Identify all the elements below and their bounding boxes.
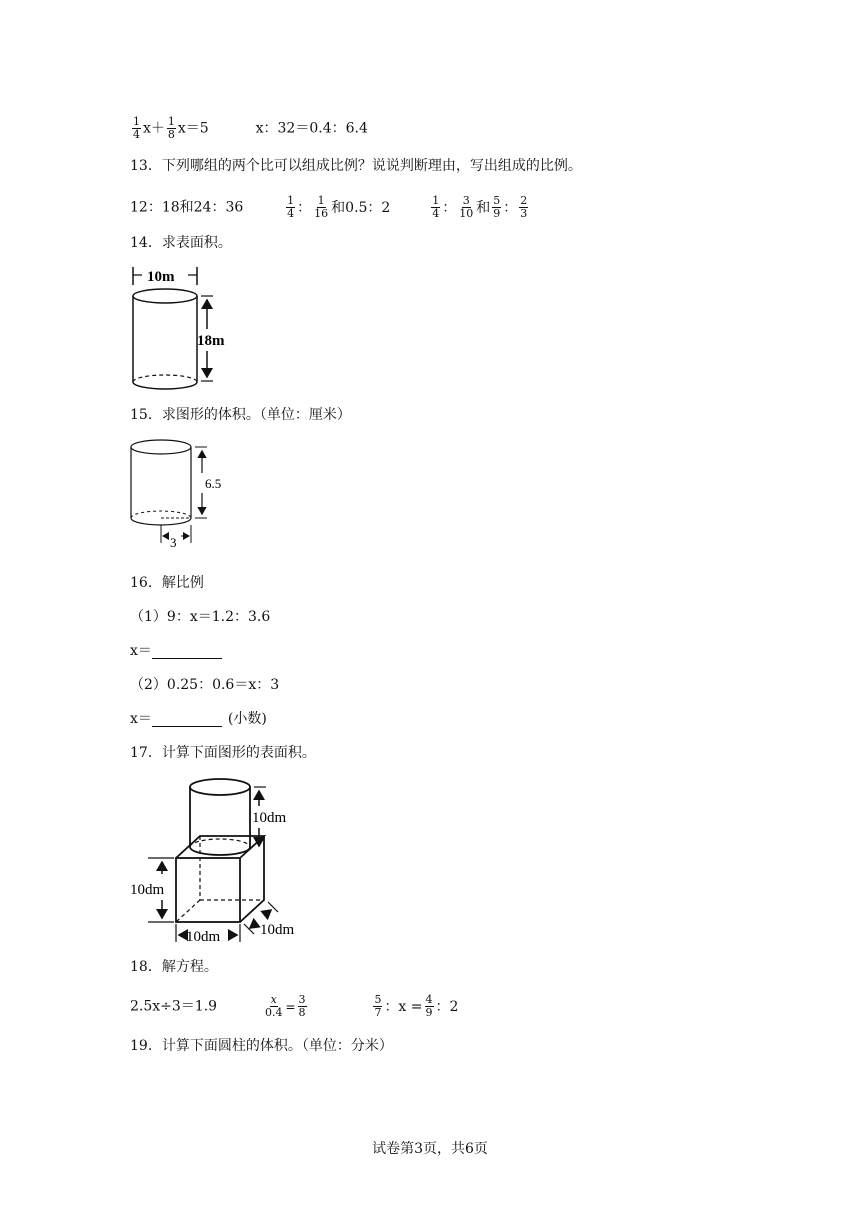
fraction: $\frac{1}{4}$: [133, 115, 140, 141]
q18-equations: [130, 994, 458, 1019]
cube-height-label: 10dm: [130, 882, 165, 898]
cylinder-figure-q15: [125, 435, 235, 550]
fraction: $\frac{1}{8}$: [167, 115, 175, 141]
q17-prompt: 17．计算下面图形的表面积。: [130, 745, 316, 761]
answer-blank[interactable]: [152, 712, 222, 727]
q16-part1: （1）9：x＝1.2：3.6: [130, 609, 271, 625]
q18-eq3: $\frac{5}{7}$ ：x = $\frac{4}{9}$ ：2: [374, 993, 459, 1019]
cube-width-label: 10dm: [186, 929, 221, 945]
q18-prompt: 18．解方程。: [130, 959, 218, 975]
q18-eq1: 2.5x÷3＝1.9: [130, 998, 218, 1015]
eq-text: x＋: [143, 120, 165, 137]
q16-answer1: x＝: [130, 641, 228, 661]
q13-prompt: 13．下列哪组的两个比可以组成比例？说说判断理由，写出组成的比例。: [130, 158, 582, 174]
height-label: 6.5: [205, 476, 222, 491]
q16-prompt: 16．解比例: [130, 575, 204, 591]
cylinder-figure-q14: [125, 265, 235, 395]
eq12-right: x：32＝0.4：6.4: [255, 120, 368, 137]
radius-label: 3: [170, 535, 177, 550]
q13-options: [130, 195, 530, 220]
q16-part2: （2）0.25：0.6＝x：3: [130, 677, 280, 693]
cylinder-height-label: 10dm: [252, 810, 287, 826]
cube-depth-label: 10dm: [260, 922, 295, 938]
height-label: 18m: [197, 333, 225, 349]
answer-blank[interactable]: [152, 644, 222, 659]
q13-option-b: $\frac{1}{4}$ ： $\frac{1}{16}$ 和0.5：2: [287, 194, 391, 220]
diameter-label: 10m: [147, 269, 175, 285]
q14-prompt: 14．求表面积。: [130, 235, 232, 251]
q13-option-a: 12：18和24：36: [130, 199, 244, 216]
q16-answer2: x＝ (小数): [130, 711, 267, 727]
eq-text: x＝5: [177, 120, 209, 137]
q13-option-c: $\frac{1}{4}$ ： $\frac{3}{10}$ 和 $\frac{5}{9}$ ： $\frac{2}{3}$: [432, 194, 528, 220]
q18-eq2: $\frac{x}{0.4}$ = $\frac{3}{8}$: [264, 993, 306, 1019]
cylinder-on-cube-figure: [128, 770, 318, 950]
q15-prompt: 15．求图形的体积。（单位：厘米）: [130, 407, 351, 423]
page-footer: 试卷第3页，共6页: [372, 1141, 488, 1157]
q19-prompt: 19．计算下面圆柱的体积。（单位：分米）: [130, 1038, 393, 1054]
eq12-line: [130, 116, 368, 141]
